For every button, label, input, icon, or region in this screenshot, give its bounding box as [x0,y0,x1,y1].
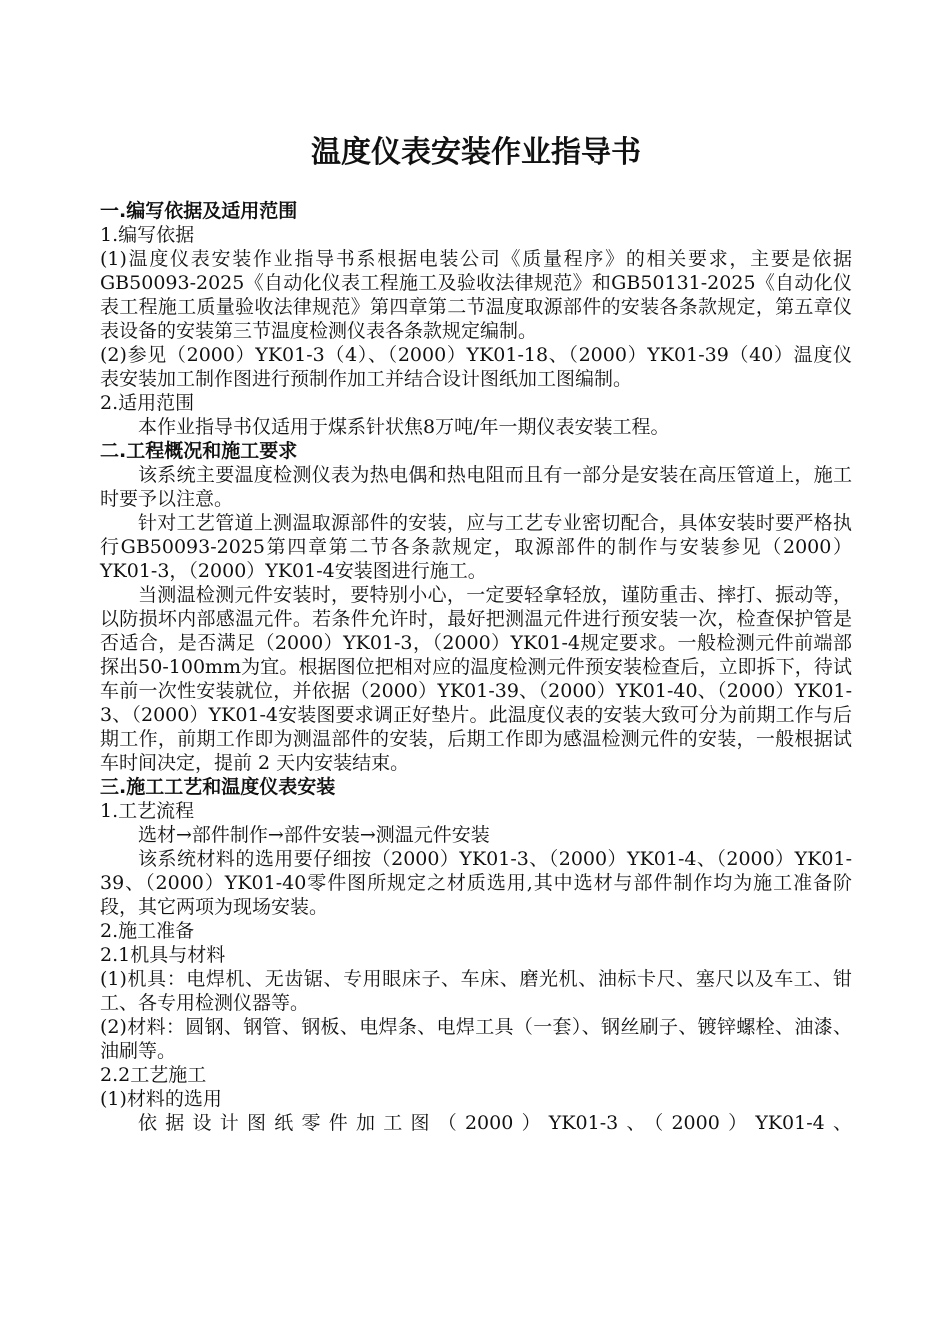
paragraph: 针对工艺管道上测温取源部件的安装，应与工艺专业密切配合，具体安装时要严格执行GB50093-2025第四章第二节各条款规定，取源部件的制作与安装参见（2000）YK01-3，（2000）YK01-4安装图进行施工。 [100,512,852,582]
section-heading-3: 三.施工工艺和温度仪表安装 [100,776,336,798]
paragraph: (2)参见（2000）YK01-3（4）、（2000）YK01-18、（2000）YK01-39（40）温度仪表安装加工制作图进行预制作加工并结合设计图纸加工图编制。 [100,344,852,390]
paragraph: 本作业指导书仅适用于煤系针状焦8万吨/年一期仪表安装工程。 [138,416,670,438]
subheading: 2.施工准备 [100,920,195,942]
paragraph: (1)机具：电焊机、无齿锯、专用眼床子、车床、磨光机、油标卡尺、塞尺以及车工、钳工、各专用检测仪器等。 [100,968,852,1014]
subheading: 2.2工艺施工 [100,1064,207,1086]
document-title: 温度仪表安装作业指导书 [311,135,641,170]
paragraph: 该系统主要温度检测仪表为热电偶和热电阻而且有一部分是安装在高压管道上，施工时要予以注意。 [100,464,852,510]
section-heading-1: 一.编写依据及适用范围 [100,200,298,222]
paragraph: 依据设计图纸零件加工图（2000）YK01-3、（2000）YK01-4、 [138,1112,852,1134]
document-page [100,0,852,1135]
paragraph: 当测温检测元件安装时，要特别小心，一定要轻拿轻放，谨防重击、摔打、振动等，以防损坏内部感温元件。若条件允许时，最好把测温元件进行预安装一次，检查保护管是否适合，是否满足（2000）YK01-3，（2000）YK01-4规定要求。一般检测元件前端部探出50-100mm为宜。根据图位把相对应的温度检测元件预安装检查后，立即拆下，待试车前一次性安装就位，并依据（2000）YK01-39、（2000）YK01-40、（2000）YK01-3、（2000）YK01-4安装图要求调正好垫片。此温度仪表的安装大致可分为前期工作与后期工作，前期工作即为测温部件的安装，后期工作即为感温检测元件的安装，一般根据试车时间决定，提前 2 天内安装结束。 [100,584,852,774]
paragraph: (2)材料：圆钢、钢管、钢板、电焊条、电焊工具（一套）、钢丝刷子、镀锌螺栓、油漆、油刷等。 [100,1016,852,1062]
subheading: 1.编写依据 [100,224,195,246]
process-flow: 选材→部件制作→部件安装→测温元件安装 [138,824,490,846]
paragraph: (1)温度仪表安装作业指导书系根据电装公司《质量程序》的相关要求，主要是依据GB50093-2025《自动化仪表工程施工及验收法律规范》和GB50131-2025《自动化仪表工程施工质量验收法律规范》第四章第二节温度取源部件的安装各条款规定，第五章仪表设备的安装第三节温度检测仪表各条款规定编制。 [100,248,852,342]
section-heading-2: 二.工程概况和施工要求 [100,440,298,462]
subheading: (1)材料的选用 [100,1088,222,1110]
paragraph: 该系统材料的选用要仔细按（2000）YK01-3、（2000）YK01-4、（2000）YK01-39、（2000）YK01-40零件图所规定之材质选用,其中选材与部件制作均为施工准备阶段，其它两项为现场安装。 [100,848,852,918]
subheading: 2.1机具与材料 [100,944,226,966]
subheading: 2.适用范围 [100,392,195,414]
subheading: 1.工艺流程 [100,800,195,822]
